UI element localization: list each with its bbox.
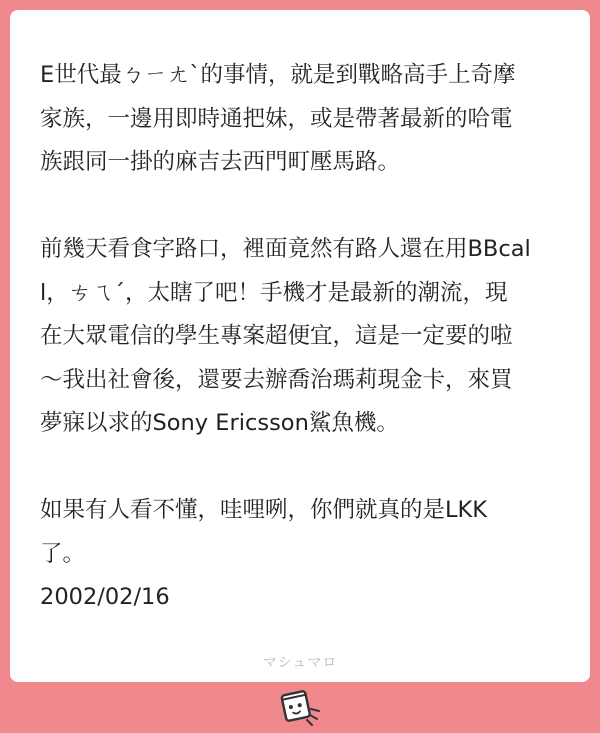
message-body (40, 54, 562, 620)
message-line: 在大眾電信的學生專案超便宜，這是一定要的啦 (40, 323, 513, 349)
message-line: l，ㄘㄟˊ，太瞎了吧！手機才是最新的潮流，現 (40, 279, 508, 306)
message-line: 前幾天看食字路口，裡面竟然有路人還在用BBcal (40, 236, 531, 262)
message-line: 家族，一邊用即時通把妹，或是帶著最新的哈電 (40, 105, 513, 132)
message-line: 族跟同一掛的麻吉去西門町壓馬路。 (40, 149, 401, 175)
message-line: 夢寐以求的Sony Ericsson鯊魚機。 (40, 410, 399, 436)
message-date: 2002/02/16 (40, 584, 170, 610)
message-line: 了。 (40, 540, 86, 567)
marshmallow-icon (278, 687, 322, 727)
message-line: 如果有人看不懂，哇哩咧，你們就真的是LKK (40, 497, 488, 523)
message-line: E世代最ㄅㄧㄤˋ的事情，就是到戰略高手上奇摩 (40, 62, 516, 88)
paragraph-gap (40, 446, 562, 490)
paragraph-gap (40, 185, 562, 229)
brand-label: マシュマロ (262, 655, 338, 671)
message-card (10, 10, 590, 682)
message-line: ～我出社會後，還要去辦喬治瑪莉現金卡，來買 (40, 366, 513, 393)
